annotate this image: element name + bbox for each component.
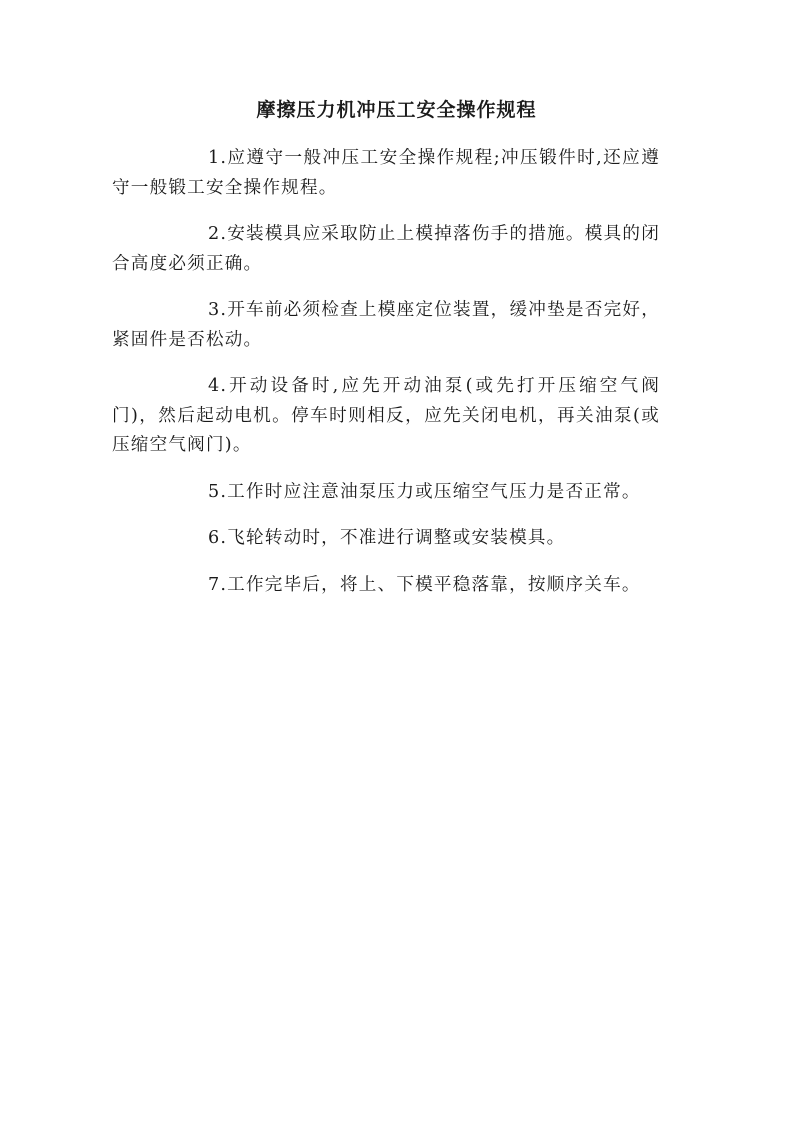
clause-5: 5.工作时应注意油泵压力或压缩空气压力是否正常。 [208, 481, 641, 502]
clause-7: 7.工作完毕后，将上、下模平稳落靠，按顺序关车。 [208, 574, 641, 595]
clause-2: 2.安装模具应采取防止上模掉落伤手的措施。模具的闭合高度必须正确。 [112, 224, 660, 274]
document-title: 摩擦压力机冲压工安全操作规程 [256, 99, 537, 121]
clause-4: 4.开动设备时,应先开动油泵(或先打开压缩空气阀门)，然后起动电机。停车时则相反，应先关闭电机，再关油泵(或压缩空气阀门)。 [112, 376, 660, 455]
clause-3: 3.开车前必须检查上模座定位装置，缓冲垫是否完好，紧固件是否松动。 [112, 300, 660, 350]
clause-6: 6.飞轮转动时，不准进行调整或安装模具。 [208, 528, 566, 548]
clause-list [112, 144, 660, 617]
clause-1: 1.应遵守一般冲压工安全操作规程;冲压锻件时,还应遵守一般锻工安全操作规程。 [112, 148, 660, 198]
